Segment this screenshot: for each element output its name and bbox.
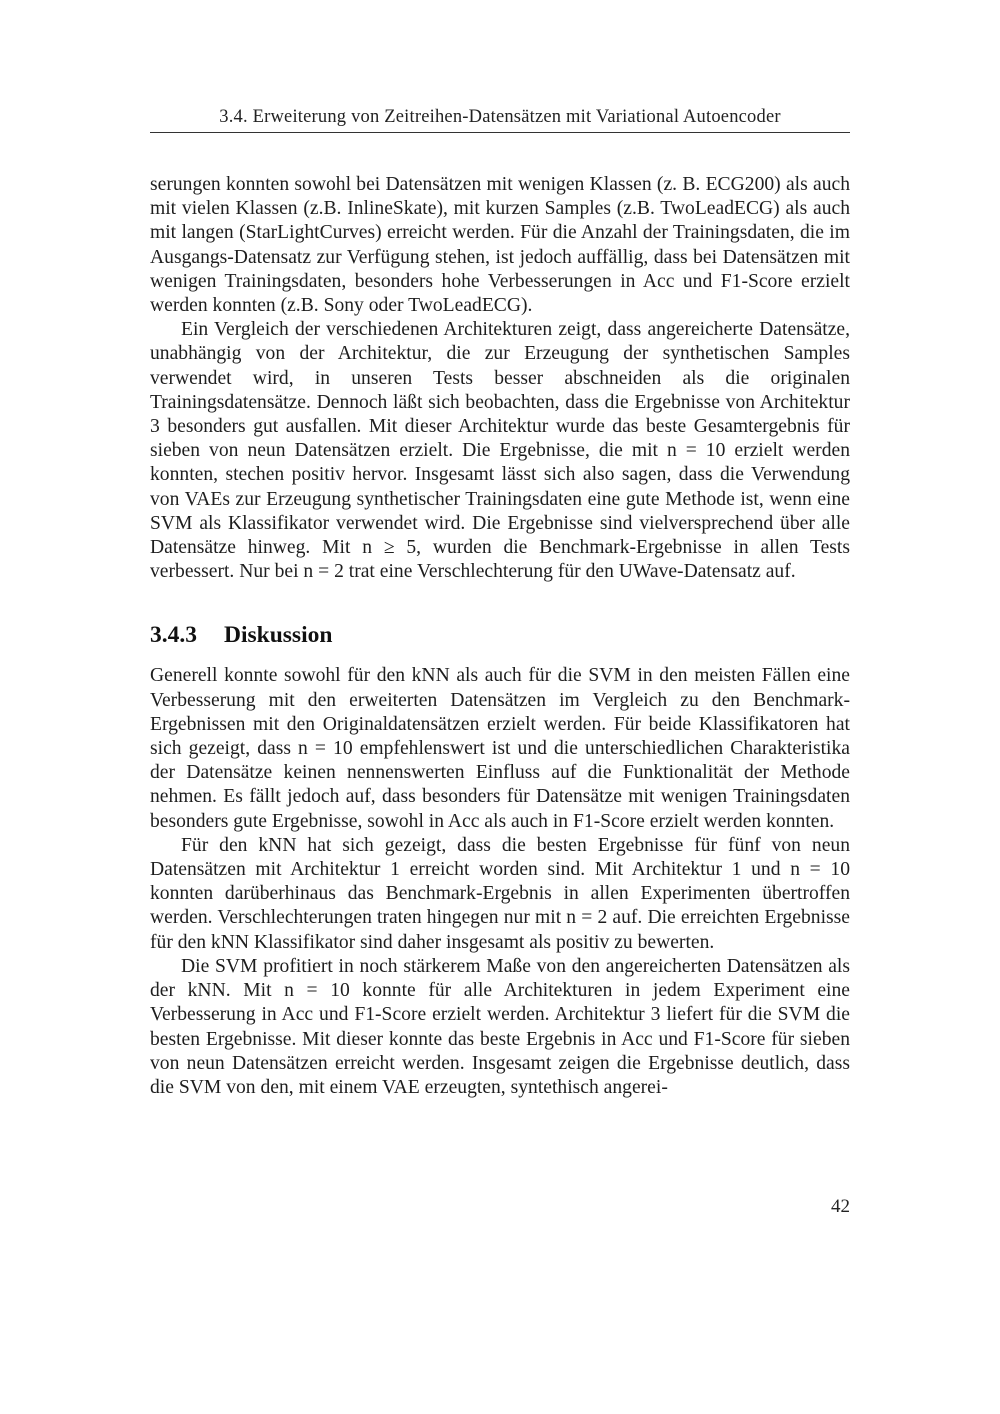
paragraph-discussion-general: Generell konnte sowohl für den kNN als auch für die SVM in den meisten Fällen eine Verbesserung mit den erweiterten Datensätzen im Vergleich zu den Benchmark-Ergebnissen mit den Originaldatensätzen erzielt werden. Für beide Klassifikatoren hat sich gezeigt, dass n = 10 empfehlenswert ist und die unterschiedlichen Charakteristika der Datensätze keinen nennenswerten Einfluss auf die Funktionalität der Methode nehmen. Es fällt jedoch auf, dass besonders für Datensätze mit wenigen Trainingsdaten besonders gute Ergebnisse, sowohl in Acc als auch in F1-Score erzielt werden konnten. — [150, 665, 850, 832]
section-number: 3.4.3 — [150, 622, 197, 649]
section-heading — [150, 620, 850, 650]
body-text — [150, 173, 850, 1100]
running-header — [150, 104, 850, 133]
paragraph-continuation: serungen konnten sowohl bei Datensätzen mit wenigen Klassen (z. B. ECG200) als auch mit vielen Klassen (z.B. InlineSkate), mit kurzen Samples (z.B. TwoLeadECG) als auch mit langen (StarLightCurves) erreicht werden. Für die Anzahl der Trainingsdaten, die im Ausgangs-Datensatz zur Verfügung stehen, ist jedoch auffällig, dass bei Datensätzen mit wenigen Trainingsdaten, besonders hohe Verbesserungen in Acc und F1-Score erzielt werden konnten (z.B. Sony oder TwoLeadECG). — [150, 174, 850, 317]
paragraph-discussion-svm: Die SVM profitiert in noch stärkerem Maße von den angereicherten Datensätzen als der kNN. Mit n = 10 konnte für alle Architekturen in jedem Experiment eine Verbesserung in Acc und F1-Score erzielt werden. Architektur 3 liefert für die SVM die besten Ergebnisse. Mit dieser konnte das beste Ergebnis in Acc und F1-Score für sieben von neun Datensätzen erreicht werden. Insgesamt zeigen die Ergebnisse deutlich, dass die SVM von den, mit einem VAE erzeugten, syntethisch angerei- — [150, 955, 850, 1098]
paragraph-discussion-knn: Für den kNN hat sich gezeigt, dass die besten Ergebnisse für fünf von neun Datensätzen mit Architektur 1 erreicht worden sind. Mit Architektur 1 und n = 10 konnten darüberhinaus das Benchmark-Ergebnis in allen Experimenten übertroffen werden. Verschlechterungen traten hingegen nur mit n = 2 auf. Die erreichten Ergebnisse für den kNN Klassifikator sind daher insgesamt als positiv zu bewerten. — [150, 834, 850, 953]
running-header-title: 3.4. Erweiterung von Zeitreihen-Datensätzen mit Variational Autoencoder — [219, 107, 781, 127]
paragraph-architecture-comparison: Ein Vergleich der verschiedenen Architekturen zeigt, dass angereicherte Datensätze, unabhängig von der Architektur, die zur Erzeugung der synthetischen Samples verwendet wird, in unseren Tests besser abschneiden als die originalen Trainingsdatensätze. Dennoch läßt sich beobachten, dass die Ergebnisse von Architektur 3 besonders gut ausfallen. Mit dieser Architektur wurde das beste Gesamtergebnis für sieben von neun Datensätzen erzielt. Die Ergebnisse, die mit n = 10 erzielt werden konnten, stechen positiv hervor. Insgesamt lässt sich also sagen, dass die Verwendung von VAEs zur Erzeugung synthetischer Trainingsdaten eine gute Methode ist, wenn eine SVM als Klassifikator verwendet wird. Die Ergebnisse sind vielversprechend über alle Datensätze hinweg. Mit n ≥ 5, wurden die Benchmark-Ergebnisse in allen Tests verbessert. Nur bei n = 2 trat eine Verschlechterung für den UWave-Datensatz auf. — [150, 319, 850, 583]
page-number: 42 — [831, 1196, 850, 1217]
section-title: Diskussion — [224, 622, 333, 649]
